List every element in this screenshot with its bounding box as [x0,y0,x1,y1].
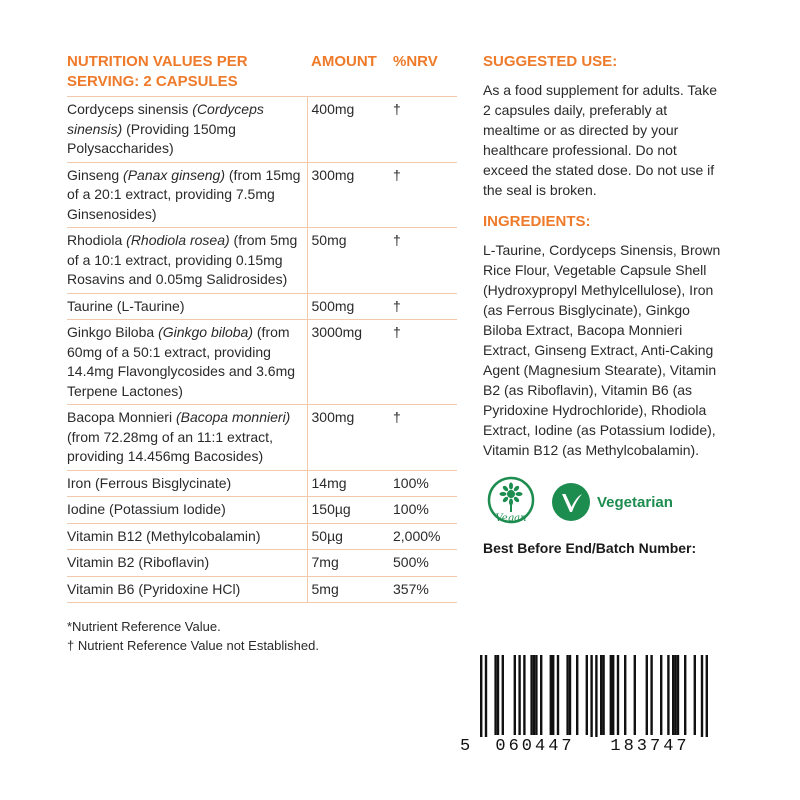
nutrient-name: Iron (Ferrous Bisglycinate) [67,474,232,491]
barcode-bar [514,655,516,735]
table-row [67,162,457,228]
barcode-bar [557,655,559,735]
nutrient-nrv: 100% [389,470,457,497]
barcode-group-left: 060447 [495,737,575,756]
barcode-bar [550,655,552,735]
nutrient-latin-name: (Ginkgo biloba) [158,324,253,340]
nutrient-name-cell [67,576,307,603]
nutrient-name-cell [67,228,307,294]
barcode-bar [590,655,592,737]
nutrient-amount: 150µg [307,497,389,524]
table-header-row [67,50,457,97]
barcode-bar [694,655,696,735]
vegan-logo-label: Vegan [495,513,527,524]
vegetarian-logo [551,482,673,522]
header-amount: AMOUNT [311,53,377,70]
nutrient-detail: (from 5mg of a 10:1 extract, providing 0.15mg Rosavins and 0.05mg Salidrosides) [67,232,298,287]
nutrient-detail: (Providing 150mg Polysaccharides) [67,120,236,156]
nutrient-nrv: 100% [389,497,457,524]
barcode-bar [612,655,614,735]
nutrient-nrv: 500% [389,550,457,577]
table-row [67,470,457,497]
barcode-bar [485,655,487,737]
nutrient-name-cell [67,523,307,550]
footnote-nrv: *Nutrient Reference Value. [67,619,221,634]
nutrient-nrv: † [389,320,457,405]
table-row [67,550,457,577]
header-nrv: %NRV [393,53,438,70]
barcode-bar [684,655,686,735]
nutrient-nrv: † [389,293,457,320]
barcode-bar [706,655,708,737]
footnote-dagger: † Nutrient Reference Value not Established. [67,638,319,653]
barcode-bar [540,655,542,735]
table-row [67,523,457,550]
vegetarian-label: Vegetarian [597,493,673,511]
nutrient-name-cell [67,162,307,228]
nutrient-amount: 500mg [307,293,389,320]
nutrient-name: Cordyceps sinensis [67,101,193,117]
barcode-bar [660,655,662,735]
barcode-bar [610,655,612,735]
vegan-sunflower-icon [483,474,539,530]
barcode-bar [566,655,568,735]
barcode-bar [518,655,520,735]
nutrient-amount: 400mg [307,97,389,163]
vegetarian-v-leaf-icon [551,482,591,522]
nutrient-name: Vitamin B12 (Methylcobalamin) [67,527,261,544]
barcode [460,655,720,755]
nutrient-amount: 50µg [307,523,389,550]
barcode-bar [617,655,619,735]
nutrient-latin-name: (Panax ginseng) [123,166,225,183]
nutrient-name-cell [67,470,307,497]
nutrient-amount: 7mg [307,550,389,577]
barcode-bars [460,655,720,737]
barcode-bar [576,655,578,735]
nutrient-name: Vitamin B6 (Pyridoxine HCl) [67,580,241,597]
nutrient-nrv: 2,000% [389,523,457,550]
barcode-bar [569,655,571,735]
nutrition-table-body [67,97,457,603]
table-row [67,320,457,405]
certification-logos [483,472,723,532]
nutrient-nrv: † [389,405,457,471]
nutrient-name: Rhodiola [67,232,127,248]
nutrient-latin-name: (Cordyceps sinensis) [67,101,264,137]
nutrient-detail: (from 15mg of a 20:1 extract, providing 7.5mg Ginsenosides) [67,166,301,222]
table-row [67,228,457,294]
nutrient-amount: 5mg [307,576,389,603]
nutrient-detail: (from 72.28mg of an 11:1 extract, providing 14.456mg Bacosides) [67,428,273,464]
ingredients-text: L-Taurine, Cordyceps Sinensis, Brown Rice Flour, Vegetable Capsule Shell (Hydroxypropyl Methylcellulose), Iron (as Ferrous Bisglycinate), Ginkgo Biloba Extract, Bacopa Monnieri Extract, Ginseng Extract, Anti-Caking Agent (Magnesium Stearate), Vitamin B2 (as Riboflavin), Vitamin B6 (as Pyridoxine Hydrochloride), Rhodiola Extract, Iodine (as Potassium Iodide), Vitamin B12 (as Methylcobalamin). [483,242,721,458]
nutrient-amount: 14mg [307,470,389,497]
nutrition-table [67,50,457,603]
nutrient-name: Ginkgo Biloba [67,324,159,340]
nutrient-amount: 300mg [307,405,389,471]
nutrient-name-cell [67,97,307,163]
ingredients-heading: INGREDIENTS: [483,213,591,230]
barcode-digits [460,737,720,756]
nutrient-amount: 300mg [307,162,389,228]
nutrient-name-cell [67,550,307,577]
best-before-label: Best Before End/Batch Number: [483,540,697,556]
barcode-bar [677,655,679,735]
nutrient-latin-name: (Bacopa monnieri) [175,409,291,425]
barcode-bar [646,655,648,735]
nutrient-name-cell [67,320,307,405]
barcode-bar [674,655,676,735]
nutrient-nrv: † [389,97,457,163]
barcode-bar [586,655,588,735]
barcode-bar [667,655,669,735]
suggested-use-heading: SUGGESTED USE: [483,53,618,70]
barcode-bar [634,655,636,735]
barcode-bar [533,655,535,735]
barcode-bar [494,655,496,735]
barcode-bar [497,655,499,735]
nutrient-name-cell [67,497,307,524]
barcode-bar [595,655,597,737]
nutrition-panel [67,50,457,655]
nutrient-amount: 50mg [307,228,389,294]
barcode-bar [523,655,525,735]
barcode-bar [552,655,554,735]
footnotes [67,617,457,655]
nutrient-detail: (from 60mg of a 50:1 extract, providing 14.4mg Flavonglycosides and 3.6mg Terpene Lactones) [67,324,296,399]
barcode-bar [600,655,602,735]
barcode-bar [602,655,604,735]
nutrient-name: Ginseng [67,166,124,183]
nutrient-name-cell [67,405,307,471]
nutrient-latin-name: (Rhodiola rosea) [126,232,230,248]
nutrient-nrv: † [389,228,457,294]
barcode-bar [480,655,482,737]
table-row [67,97,457,163]
barcode-bar [530,655,532,735]
suggested-use-text: As a food supplement for adults. Take 2 capsules daily, preferably at mealtime or as directed by your healthcare professional. Do not exceed the stated dose. Do not use if the seal is broken. [483,82,717,198]
table-row [67,405,457,471]
nutrient-name: Bacopa Monnieri [67,409,176,425]
nutrient-name: Vitamin B2 (Riboflavin) [67,554,210,570]
barcode-bar [701,655,703,737]
barcode-bar [535,655,537,735]
barcode-bar [502,655,504,735]
barcode-bar [650,655,652,735]
nutrient-amount: 3000mg [307,320,389,405]
barcode-group-right: 183747 [610,737,690,756]
table-row [67,293,457,320]
nutrient-name: Taurine (L-Taurine) [67,297,185,314]
barcode-first-digit: 5 [460,737,471,756]
table-row [67,497,457,524]
nutrient-nrv: 357% [389,576,457,603]
nutrient-name-cell [67,293,307,320]
nutrient-nrv: † [389,162,457,228]
barcode-bar [624,655,626,735]
barcode-bar [672,655,674,735]
info-panel [483,50,723,556]
header-name: NUTRITION VALUES PER SERVING: 2 CAPSULES [67,53,248,90]
table-row [67,576,457,603]
nutrient-name: Iodine (Potassium Iodide) [67,501,226,517]
